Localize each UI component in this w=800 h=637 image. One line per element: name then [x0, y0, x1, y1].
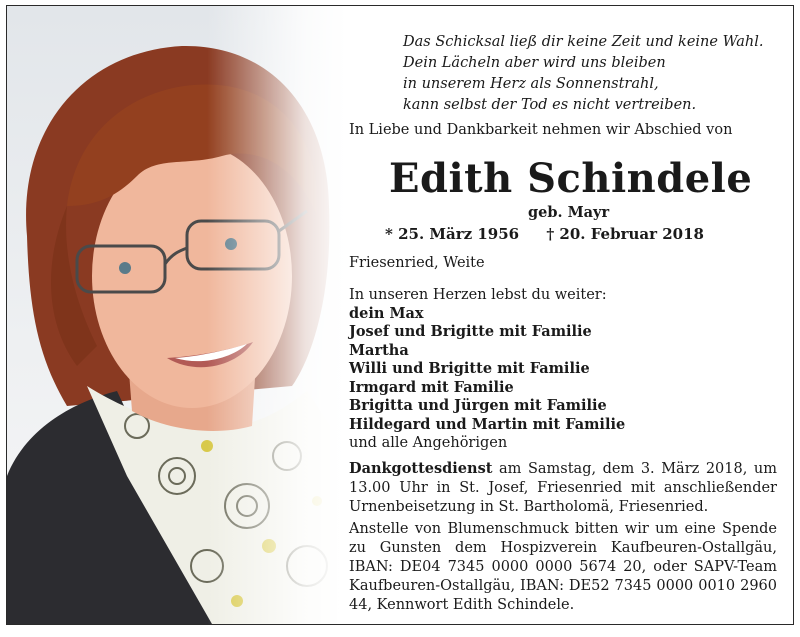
- birth-name: geb. Mayr: [528, 204, 610, 221]
- mourner: Willi und Brigitte mit Familie: [349, 360, 590, 377]
- obituary-notice: [6, 5, 794, 625]
- intro-text: In Liebe und Dankbarkeit nehmen wir Abschied von: [349, 122, 733, 138]
- place-of-residence: Friesenried, Weite: [349, 255, 485, 271]
- mourner: Irmgard mit Familie: [349, 378, 514, 396]
- mourner: Martha: [349, 341, 409, 359]
- mourner: dein Max: [349, 304, 424, 322]
- mourners-list: [349, 286, 625, 453]
- life-dates: [385, 225, 704, 243]
- service-info: [349, 459, 777, 517]
- poem-line: kann selbst der Tod es nicht vertreiben.: [403, 97, 697, 113]
- photo-fade: [207, 6, 347, 624]
- death-date: † 20. Februar 2018: [546, 225, 704, 243]
- poem-line: Das Schicksal ließ dir keine Zeit und keine Wahl.: [403, 34, 764, 50]
- mourners-outro: und alle Angehörigen: [349, 435, 508, 451]
- donation-info: Anstelle von Blumenschmuck bitten wir um eine Spende zu Gunsten dem Hospizverein Kaufbeuren-Ostallgäu, IBAN: DE04 7345 0000 0000 5674 20, oder SAPV-Team Kaufbeuren-Ostallgäu, IBAN: DE52 7345 0000 0010 2960 44, Kennwort Edith Schindele.: [349, 521, 777, 613]
- birth-date: * 25. März 1956: [385, 225, 520, 243]
- deceased-name: Edith Schindele: [389, 155, 753, 202]
- mourner: Brigitta und Jürgen mit Familie: [349, 397, 607, 414]
- poem-line: Dein Lächeln aber wird uns bleiben: [403, 55, 666, 71]
- mourner: Hildegard und Martin mit Familie: [349, 415, 626, 433]
- service-title: Dankgottesdienst: [349, 460, 493, 477]
- portrait-photo: [7, 6, 347, 624]
- service-text: am Samstag, dem 3. März 2018, um 13.00 Uhr in St. Josef, Friesenried mit anschließender Urnenbeisetzung in St. Bartholomä, Friesenried.: [349, 461, 777, 515]
- mourner: Josef und Brigitte mit Familie: [349, 323, 592, 340]
- mourners-intro: In unseren Herzen lebst du weiter:: [349, 287, 607, 303]
- poem: [403, 32, 783, 116]
- poem-line: in unserem Herz als Sonnenstrahl,: [403, 76, 659, 92]
